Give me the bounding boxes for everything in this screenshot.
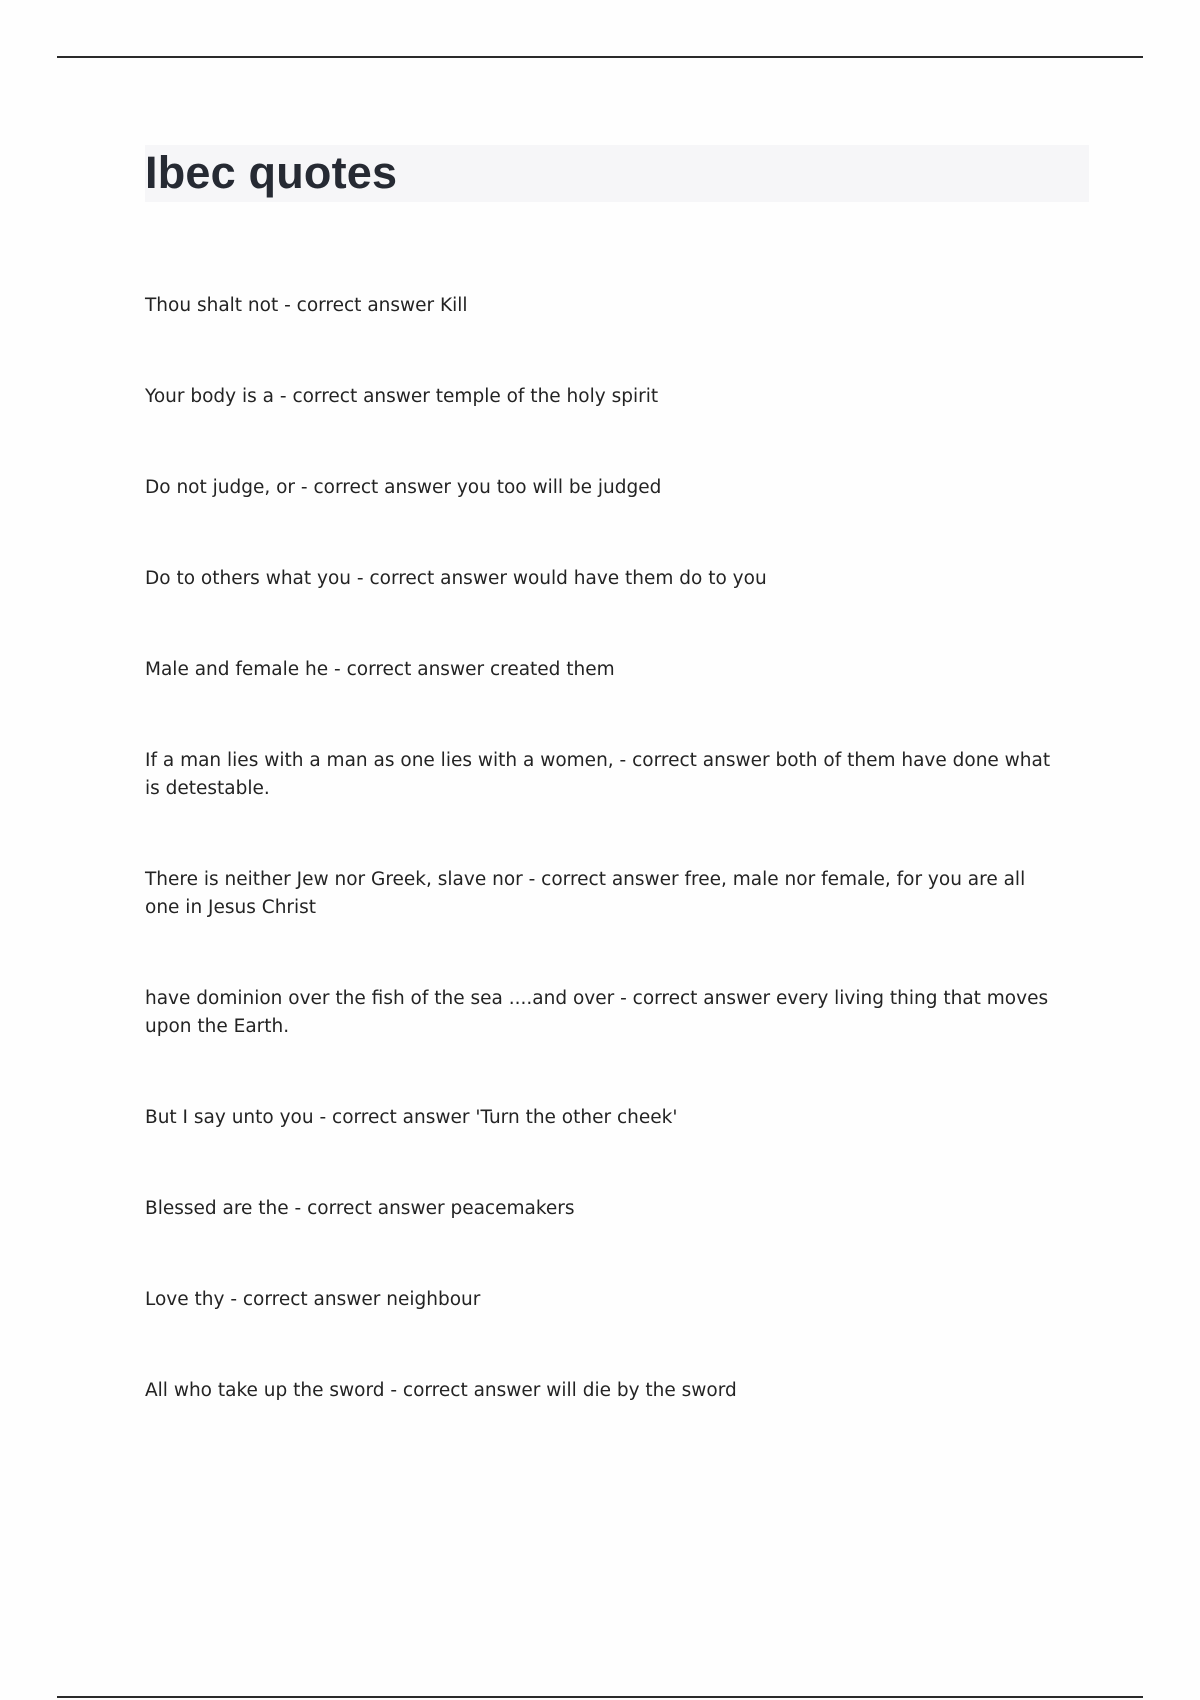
list-item: Love thy - correct answer neighbour [145,1289,481,1310]
list-item: Your body is a - correct answer temple of the holy spirit [145,386,659,407]
list-item: If a man lies with a man as one lies with a women, - correct answer both of them have done what is detestable. [145,750,1051,799]
list-item: Blessed are the - correct answer peacemakers [145,1198,575,1219]
list-item: have dominion over the fish of the sea ....and over - correct answer every living thing that moves upon the Earth. [145,988,1049,1037]
list-item: Do not judge, or - correct answer you too will be judged [145,477,662,498]
list-item: Male and female he - correct answer created them [145,659,615,680]
footer-rule [57,1696,1143,1698]
page-title: Ibec quotes [145,147,398,198]
list-item: All who take up the sword - correct answer will die by the sword [145,1380,737,1401]
quote-list [145,292,1065,1468]
list-item: Do to others what you - correct answer would have them do to you [145,568,767,589]
list-item: Thou shalt not - correct answer Kill [145,295,468,316]
list-item: There is neither Jew nor Greek, slave nor - correct answer free, male nor female, for you are all one in Jesus Christ [145,869,1026,918]
header-rule [57,56,1143,58]
list-item: But I say unto you - correct answer 'Turn the other cheek' [145,1107,678,1128]
